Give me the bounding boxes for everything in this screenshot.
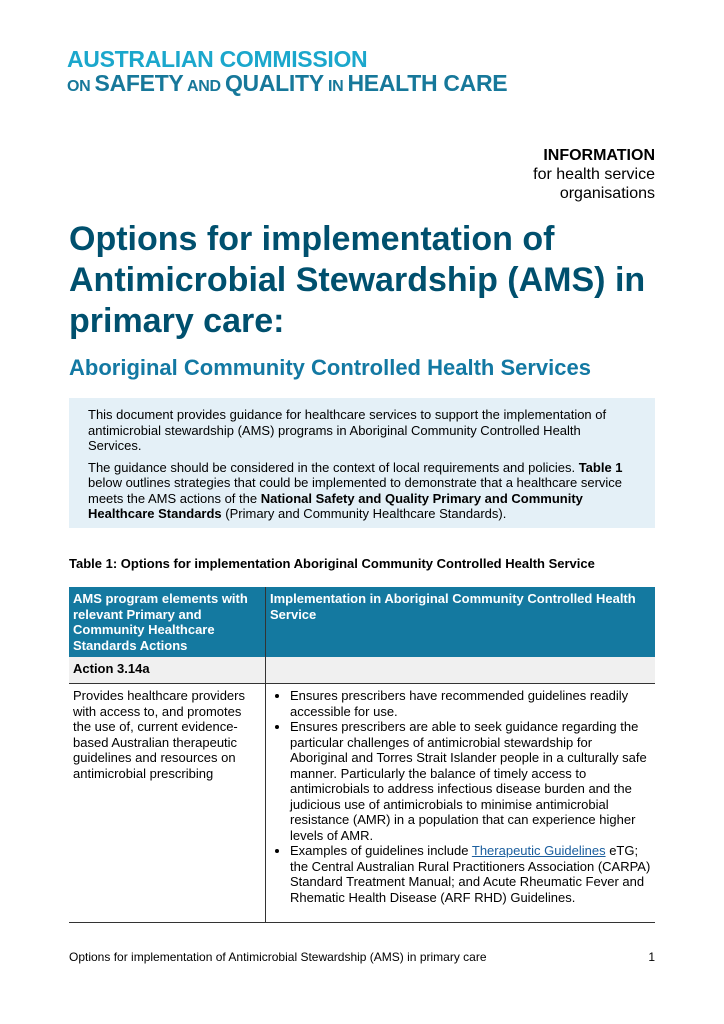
table-row bbox=[69, 684, 655, 923]
text: (Primary and Community Healthcare Standards). bbox=[221, 506, 507, 521]
page-number: 1 bbox=[648, 950, 655, 964]
options-table bbox=[69, 587, 655, 923]
header-elements: AMS program elements with relevant Primary and Community Healthcare Standards Actions bbox=[69, 587, 266, 657]
list-item: • Ensures prescribers have recommended guidelines readily accessible for use. bbox=[290, 688, 651, 719]
standards-name: National Safety and Quality Primary and Community Healthcare Standards bbox=[88, 490, 583, 521]
text: below outlines strategies that could be implemented to demonstrate that a healthcare service meets the AMS actions of the bbox=[88, 475, 623, 506]
implementation-cell bbox=[266, 684, 656, 923]
table-caption: Table 1: Options for implementation Aboriginal Community Controlled Health Service bbox=[69, 556, 595, 571]
info-line-2: for health service bbox=[533, 166, 655, 183]
action-empty-cell bbox=[266, 657, 656, 684]
info-label bbox=[533, 146, 655, 203]
page-footer bbox=[69, 950, 655, 964]
info-heading: INFORMATION bbox=[543, 147, 655, 164]
table-ref: Table 1 bbox=[578, 459, 623, 475]
intro-box bbox=[69, 398, 655, 528]
text: eTG; the Central Australian Rural Practitioners Association (CARPA) Standard Treatment Manual; and Acute Rheumatic Fever and Rhematic Health Disease (ARF RHD) Guidelines. bbox=[290, 843, 651, 905]
logo-in: IN bbox=[323, 78, 348, 95]
text: The guidance should be considered in the context of local requirements and policies. bbox=[88, 459, 579, 475]
table-header-row bbox=[69, 587, 655, 657]
logo-health-care: HEALTH CARE bbox=[347, 70, 508, 96]
element-cell: Provides healthcare providers with access to, and promotes the use of, current evidence-based Australian therapeutic guidelines and resources on antimicrobial prescribing bbox=[69, 684, 266, 923]
text: Examples of guidelines include bbox=[290, 843, 472, 858]
commission-logo bbox=[67, 47, 507, 99]
logo-and: AND bbox=[183, 78, 225, 95]
logo-quality: QUALITY bbox=[224, 70, 324, 96]
logo-line-1: AUSTRALIAN COMMISSION bbox=[67, 46, 368, 72]
action-label: Action 3.14a bbox=[69, 657, 266, 684]
page-subtitle: Aboriginal Community Controlled Health Services bbox=[69, 355, 591, 380]
header-implementation: Implementation in Aboriginal Community Controlled Health Service bbox=[266, 587, 656, 657]
implementation-list bbox=[270, 688, 651, 905]
intro-paragraph-2 bbox=[88, 460, 636, 522]
footer-text: Options for implementation of Antimicrobial Stewardship (AMS) in primary care bbox=[69, 950, 487, 964]
action-row bbox=[69, 657, 655, 684]
logo-line-2 bbox=[67, 71, 507, 99]
therapeutic-guidelines-link[interactable]: Therapeutic Guidelines bbox=[471, 843, 606, 858]
info-line-3: organisations bbox=[559, 185, 655, 202]
logo-safety: SAFETY bbox=[94, 70, 184, 96]
list-item: • Ensures prescribers are able to seek guidance regarding the particular challenges of antimicrobial stewardship for Aboriginal and Torres Strait Islander people in a culturally safe manner. Particularly the balance of timely access to antimicrobials to address infectious disease burden and the judicious use of antimicrobials to minimise antimicrobial resistance (AMR) in a population that can experience higher levels of AMR. bbox=[290, 719, 651, 843]
page-title: Options for implementation of Antimicrobial Stewardship (AMS) in primary care: bbox=[69, 220, 646, 340]
list-item bbox=[290, 843, 651, 905]
logo-on: ON bbox=[67, 78, 95, 95]
intro-paragraph-1: This document provides guidance for healthcare services to support the implementation of antimicrobial stewardship (AMS) programs in Aboriginal Community Controlled Health Services. bbox=[88, 407, 607, 453]
